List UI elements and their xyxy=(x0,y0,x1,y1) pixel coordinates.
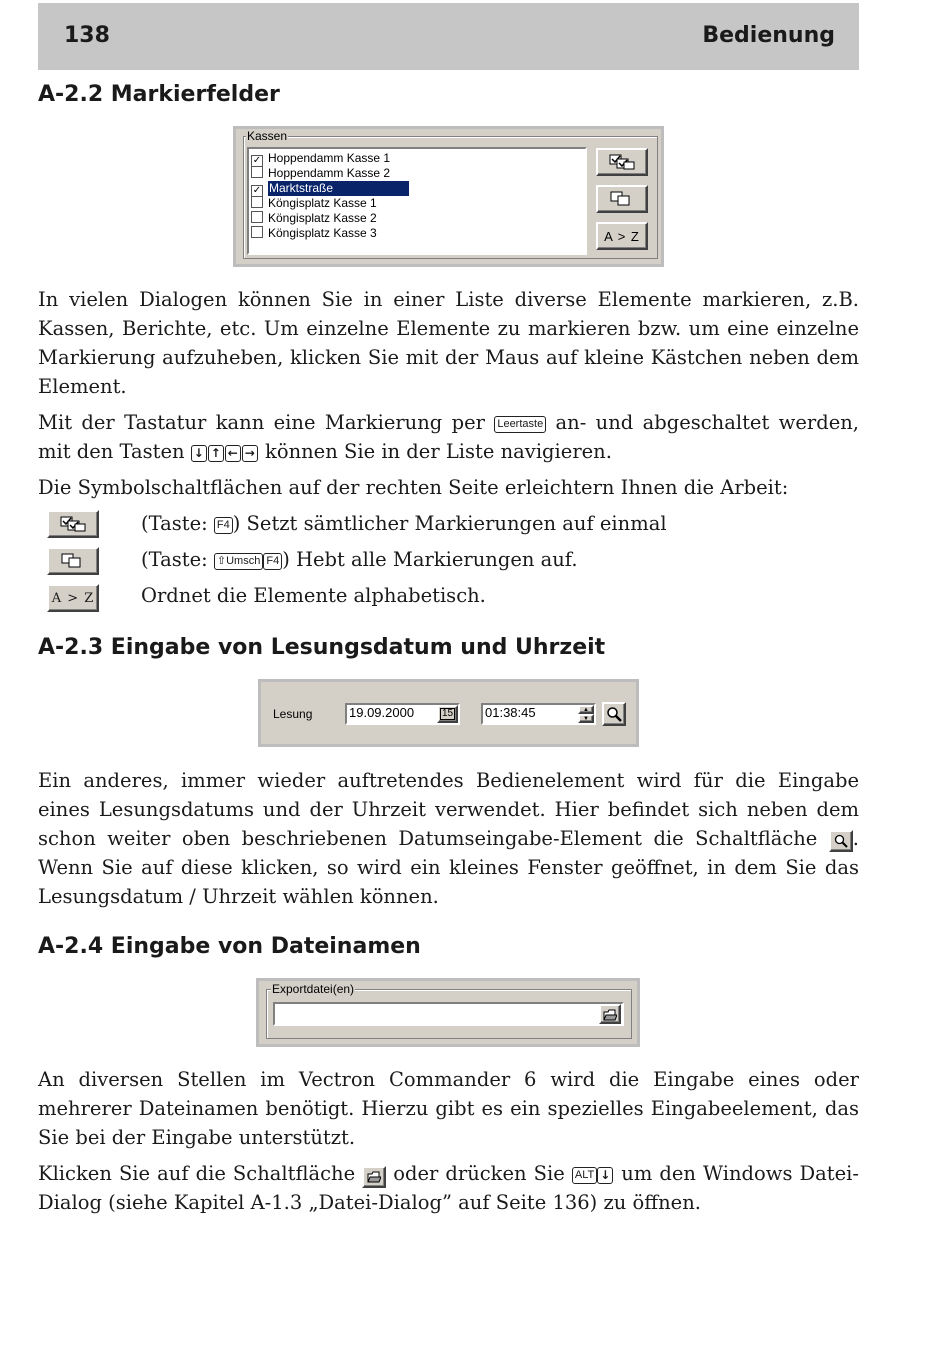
list-item[interactable] xyxy=(249,211,585,226)
legend-sort-button: A > Z xyxy=(47,584,99,612)
heading-dateinamen: A-2.4 Eingabe von Dateinamen xyxy=(38,934,421,959)
key-space: Leertaste xyxy=(494,416,546,433)
magnifier-icon xyxy=(834,834,848,848)
list-item[interactable] xyxy=(249,196,585,211)
sort-az-button[interactable]: A > Z xyxy=(596,222,648,250)
list-item-checkbox[interactable]: ✓ xyxy=(252,155,262,166)
legend-deselect-all xyxy=(47,547,99,575)
paragraph-keyboard: Mit der Tastatur kann eine Markierung per Leertaste an- und abgeschaltet werden, mit den Tasten ↓ ↑ ← → können Sie in der Liste navigieren. xyxy=(38,411,859,463)
kassen-listbox[interactable] xyxy=(247,147,587,255)
legend-sort xyxy=(47,584,99,612)
list-item[interactable] xyxy=(249,226,585,241)
list-item-checkbox[interactable]: ✓ xyxy=(252,185,262,196)
arrow-right-key-icon: → xyxy=(242,445,258,462)
list-item-label: Marktstraße xyxy=(268,181,409,196)
list-item-label: Hoppendamm Kasse 2 xyxy=(268,166,391,180)
kassen-dialog xyxy=(233,126,664,267)
lesung-dialog xyxy=(258,679,639,747)
heading-markierfelder: A-2.2 Markierfelder xyxy=(38,82,280,107)
list-item[interactable] xyxy=(249,151,585,166)
list-item-label: Köngisplatz Kasse 2 xyxy=(268,211,377,225)
key-f4: F4 xyxy=(214,517,233,534)
open-folder-icon xyxy=(367,1170,381,1183)
list-item-checkbox[interactable] xyxy=(251,211,263,223)
list-item-label: Köngisplatz Kasse 3 xyxy=(268,226,377,240)
heading-lesungsdatum: A-2.3 Eingabe von Lesungsdatum und Uhrzeit xyxy=(38,635,606,660)
spin-down-icon[interactable]: ▼ xyxy=(578,714,594,723)
key-f4: F4 xyxy=(263,553,282,570)
select-all-icon xyxy=(60,516,86,532)
open-folder-icon xyxy=(603,1008,617,1021)
paragraph-lesungsdatum: Ein anderes, immer wieder auftretendes Bedienelement wird für die Eingabe eines Lesungsdatums und der Uhrzeit verwendet. Hier befindet sich neben dem schon weiter oben beschriebenen Datumseingabe-Element die Schaltfläche . Wenn Sie auf diese klicken, so wird ein kleines Fenster geöffnet, in dem Sie das Lesungsdatum / Uhrzeit wählen können. xyxy=(38,769,859,908)
arrow-down-key-icon: ↓ xyxy=(191,445,207,462)
page-header xyxy=(38,3,859,70)
list-item-checkbox[interactable] xyxy=(251,226,263,238)
paragraph-markierfelder-intro: In vielen Dialogen können Sie in einer Liste diverse Elemente markieren, z.B. Kassen, Berichte, etc. Um einzelne Elemente zu markieren bzw. um eine einzelne Markierung aufzuheben, klicken Sie mit der Maus auf kleine Kästchen neben dem Element. xyxy=(38,288,859,398)
section-title: Bedienung xyxy=(702,23,835,48)
inline-browse-button xyxy=(362,1166,386,1188)
legend-sort-text: Ordnet die Elemente alphabetisch. xyxy=(141,584,486,607)
browse-file-button[interactable] xyxy=(599,1004,621,1024)
deselect-all-icon xyxy=(609,191,635,207)
list-item-label: Hoppendamm Kasse 1 xyxy=(268,151,391,165)
select-all-icon xyxy=(609,154,635,170)
export-group-label: Exportdatei(en) xyxy=(272,982,355,996)
paragraph-dateinamen: An diversen Stellen im Vectron Commander 6 wird die Eingabe eines oder mehrerer Dateinamen benötigt. Hierzu gibt es ein spezielles Eingabeelement, das Sie bei der Eingabe unterstützt. xyxy=(38,1068,859,1149)
legend-select-all xyxy=(47,510,99,538)
legend-select-all-text: (Taste: F4 ) Setzt sämtlicher Markierungen auf einmal xyxy=(141,512,667,535)
legend-deselect-all-button xyxy=(47,547,99,575)
key-shift: ⇧Umsch xyxy=(214,553,263,570)
lesung-label: Lesung xyxy=(273,707,313,721)
list-item-checkbox[interactable] xyxy=(251,196,263,208)
time-value: 01:38:45 xyxy=(485,705,536,720)
time-spinner[interactable] xyxy=(578,705,594,723)
page-number: 138 xyxy=(64,23,110,48)
deselect-all-button[interactable] xyxy=(596,185,648,213)
export-file-input[interactable] xyxy=(273,1002,624,1026)
magnifier-icon xyxy=(606,706,622,722)
lookup-button[interactable] xyxy=(602,702,626,726)
list-item-checkbox[interactable] xyxy=(251,166,263,178)
paragraph-datei-dialog: Klicken Sie auf die Schaltfläche oder drücken Sie ALT ↓ um den Windows Datei-Dialog (siehe Kapitel A-1.3 „Datei-Dialog” auf Seite 136) zu öffnen. xyxy=(38,1162,859,1214)
arrow-down-key-icon: ↓ xyxy=(597,1167,613,1184)
deselect-all-icon xyxy=(60,553,86,569)
export-dialog xyxy=(256,978,640,1047)
calendar-button[interactable] xyxy=(437,705,458,723)
paragraph-symbol-buttons: Die Symbolschaltflächen auf der rechten Seite erleichtern Ihnen die Arbeit: xyxy=(38,476,789,499)
key-alt: ALT xyxy=(572,1167,597,1184)
list-item[interactable] xyxy=(249,166,585,181)
spin-up-icon[interactable]: ▲ xyxy=(578,705,594,714)
arrow-up-key-icon: ↑ xyxy=(208,445,224,462)
legend-deselect-all-text: (Taste: ⇧Umsch F4 ) Hebt alle Markierungen auf. xyxy=(141,548,578,571)
date-value: 19.09.2000 xyxy=(349,705,415,720)
kassen-group-label: Kassen xyxy=(247,129,288,143)
calendar-icon: 15 xyxy=(441,708,454,719)
list-item-label: Köngisplatz Kasse 1 xyxy=(268,196,377,210)
arrow-left-key-icon: ← xyxy=(225,445,241,462)
legend-select-all-button xyxy=(47,510,99,538)
select-all-button[interactable] xyxy=(596,148,648,176)
inline-lookup-button xyxy=(829,830,853,852)
list-item[interactable] xyxy=(249,181,585,196)
